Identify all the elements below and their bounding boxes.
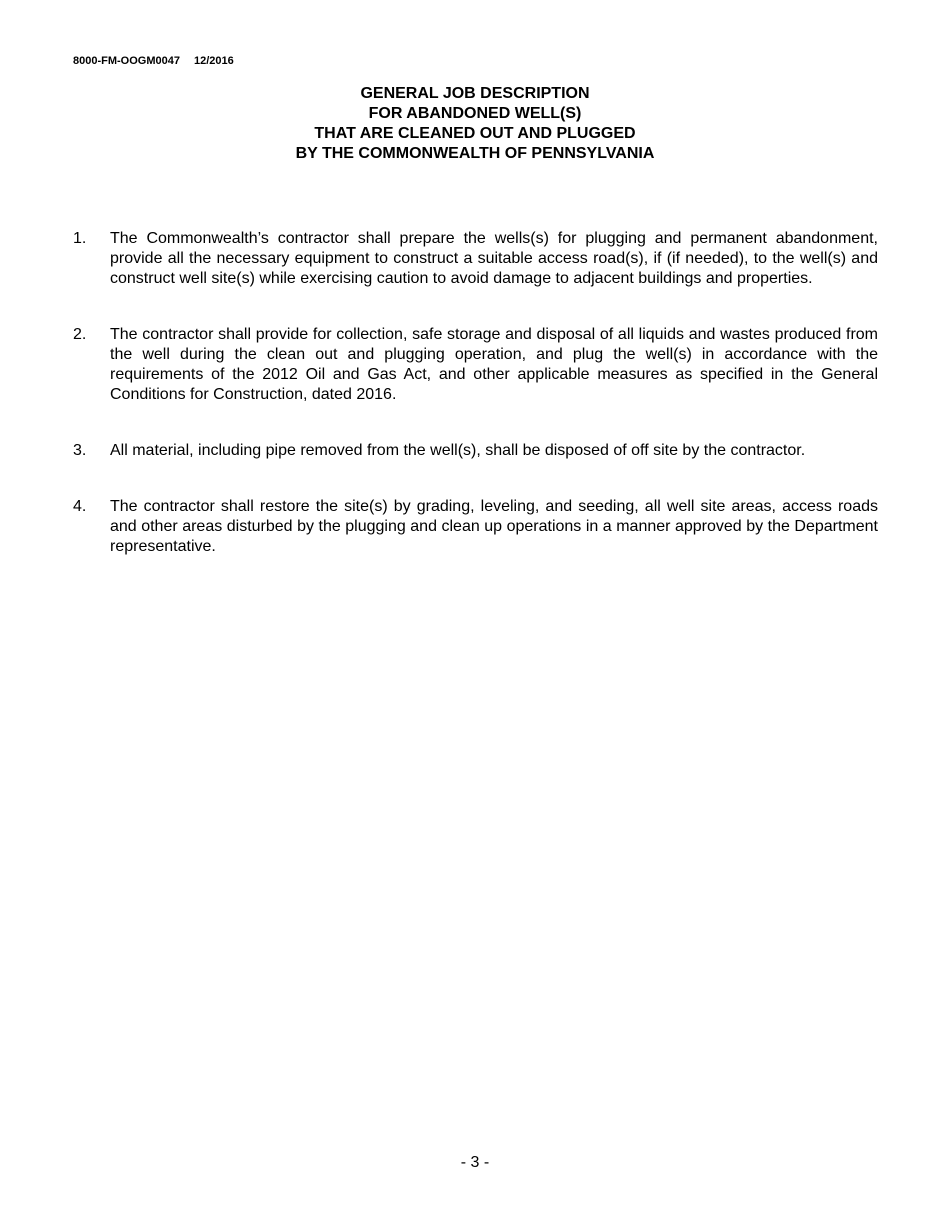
title-line: THAT ARE CLEANED OUT AND PLUGGED: [314, 125, 636, 142]
item-text: All material, including pipe removed from the well(s), shall be disposed of off site by the contractor.: [110, 442, 806, 459]
title-line: BY THE COMMONWEALTH OF PENNSYLVANIA: [295, 145, 655, 162]
title-line: FOR ABANDONED WELL(S): [368, 105, 582, 122]
list-item: [73, 325, 878, 405]
item-text: The contractor shall provide for collection, safe storage and disposal of all liquids and wastes produced from the well during the clean out and plugging operation, and plug the well(s) in accordance with the requirements of the 2012 Oil and Gas Act, and other applicable measures as specified in the General Conditions for Construction, dated 2016.: [110, 326, 878, 403]
form-number: 8000-FM-OOGM0047: [73, 55, 180, 67]
item-text: The Commonwealth’s contractor shall prepare the wells(s) for plugging and permanent abandonment, provide all the necessary equipment to construct a suitable access road(s), if (if needed), to the well(s) and construct well site(s) while exercising caution to avoid damage to adjacent buildings and properties.: [110, 230, 878, 287]
page-number: - 3 -: [460, 1154, 490, 1171]
list-item: [73, 229, 878, 289]
form-code: [73, 55, 234, 67]
list-item: [73, 441, 878, 461]
form-date: 12/2016: [193, 55, 234, 67]
document-title: [0, 84, 950, 164]
item-number: 1.: [73, 230, 87, 247]
title-line: GENERAL JOB DESCRIPTION: [360, 85, 590, 102]
item-number: 3.: [73, 442, 87, 459]
list-item: [73, 497, 878, 557]
item-number: 4.: [73, 498, 87, 515]
item-number: 2.: [73, 326, 87, 343]
item-text: The contractor shall restore the site(s) by grading, leveling, and seeding, all well site areas, access roads and other areas disturbed by the plugging and clean up operations in a manner approved by the Department representative.: [110, 498, 878, 555]
numbered-list: [73, 229, 878, 593]
